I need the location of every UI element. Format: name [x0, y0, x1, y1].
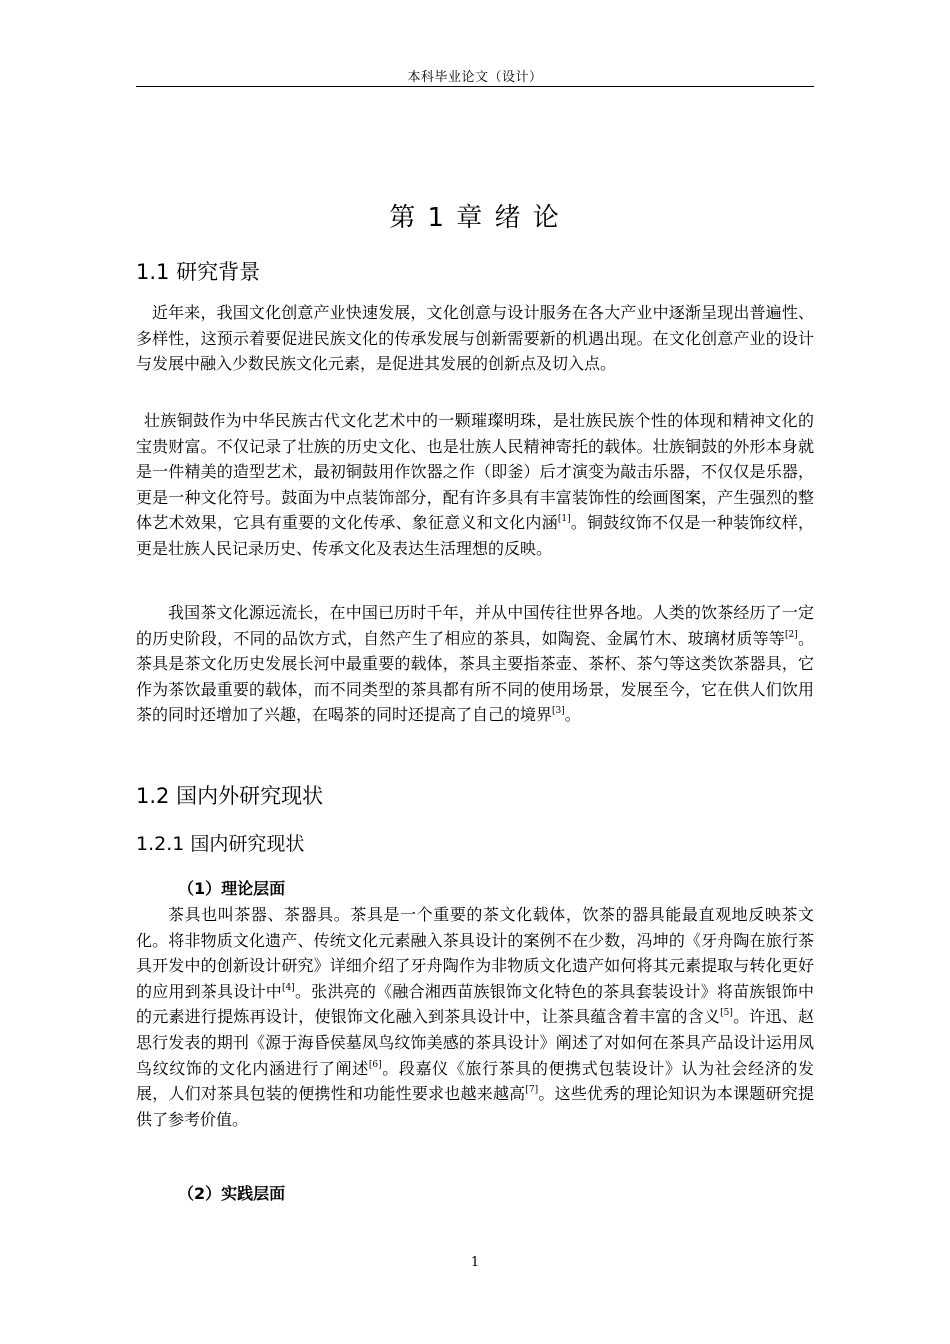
paragraph-4-text-d: 。段嘉仪《旅行茶具的便携式包装设计》认为社会经济的发展，人们对茶具包装的便携性和功能性要求也越来越高 [136, 1058, 814, 1104]
paragraph-2 [136, 408, 814, 562]
paragraph-1-text: 近年来，我国文化创意产业快速发展，文化创意与设计服务在各大产业中逐渐呈现出普遍性、多样性，这预示着要促进民族文化的传承发展与创新需要新的机遇出现。在文化创意产业的设计与发展中融入少数民族文化元素，是促进其发展的创新点及切入点。 [136, 303, 814, 374]
section-heading-1-2: 1.2 国内外研究现状 [136, 784, 324, 808]
paragraph-4-text-c: 。许迅、赵思行发表的期刊《源于海昏侯墓凤鸟纹饰美感的茶具设计》阐述了对如何在茶具产品设计运用凤鸟纹纹饰的文化内涵进行了阐述 [136, 1007, 814, 1078]
paragraph-4-text-e: 。这些优秀的理论知识为本课题研究提供了参考价值。 [136, 1084, 814, 1129]
chapter-title: 第 1 章 绪 论 [389, 203, 561, 233]
subheading-practice: （2）实践层面 [178, 1184, 286, 1203]
citation-7: [7] [525, 1085, 539, 1096]
citation-6: [6] [368, 1059, 382, 1070]
paragraph-2-text-a: 壮族铜鼓作为中华民族古代文化艺术中的一颗璀璨明珠，是壮族民族个性的体现和精神文化的宝贵财富。不仅记录了壮族的历史文化、也是壮族人民精神寄托的载体。壮族铜鼓的外形本身就是一件精美的造型艺术，最初铜鼓用作饮器之作（即釜）后才演变为敲击乐器，不仅仅是乐器，更是一种文化符号。鼓面为中点装饰部分，配有许多具有丰富装饰性的绘画图案，产生强烈的整体艺术效果，它具有重要的文化传承、象征意义和文化内涵 [136, 411, 814, 533]
citation-2: [2] [785, 629, 798, 640]
paragraph-4-text-b: 。张洪亮的《融合湘西苗族银饰文化特色的茶具套装设计》将苗族银饰中的元素进行提炼再设计，使银饰文化融入到茶具设计中，让茶具蕴含着丰富的含义 [136, 981, 814, 1027]
paragraph-3-text-b: 。茶具是茶文化历史发展长河中最重要的载体，茶具主要指茶壶、茶杯、茶勺等这类饮茶器具，它作为茶饮最重要的载体，而不同类型的茶具都有所不同的使用场景，发展至今，它在供人们饮用茶的同时还增加了兴趣，在喝茶的同时还提高了自己的境界 [136, 628, 814, 725]
paragraph-2-text-b: 。铜鼓纹饰不仅是一种装饰纹样，更是壮族人民记录历史、传承文化及表达生活理想的反映。 [136, 513, 814, 558]
subheading-theory: （1）理论层面 [178, 879, 286, 898]
header-divider [136, 86, 814, 87]
page-number: 1 [470, 1255, 480, 1270]
paragraph-3-text-c: 。 [564, 705, 581, 725]
citation-5: [5] [720, 1008, 733, 1019]
citation-4: [4] [282, 982, 295, 993]
running-header: 本科毕业论文（设计） [407, 70, 543, 85]
subsection-heading-1-2-1: 1.2.1 国内研究现状 [136, 833, 305, 855]
paragraph-3 [136, 600, 814, 728]
paragraph-4-text-a: 茶具也叫茶器、茶器具。茶具是一个重要的茶文化载体，饮茶的器具能最直观地反映茶文化。将非物质文化遗产、传统文化元素融入茶具设计的案例不在少数，冯坤的《牙舟陶在旅行茶具开发中的创新设计研究》详细介绍了牙舟陶作为非物质文化遗产如何将其元素提取与转化更好的应用到茶具设计中 [136, 905, 814, 1001]
citation-3: [3] [552, 706, 565, 717]
paragraph-1 [136, 300, 814, 377]
citation-1: [1] [557, 514, 571, 525]
paragraph-4 [136, 902, 814, 1132]
section-heading-1-1: 1.1 研究背景 [136, 260, 261, 284]
paragraph-3-text-a: 我国茶文化源远流长，在中国已历时千年，并从中国传往世界各地。人类的饮茶经历了一定的历史阶段，不同的品饮方式，自然产生了相应的茶具，如陶瓷、金属竹木、玻璃材质等等 [136, 603, 814, 648]
